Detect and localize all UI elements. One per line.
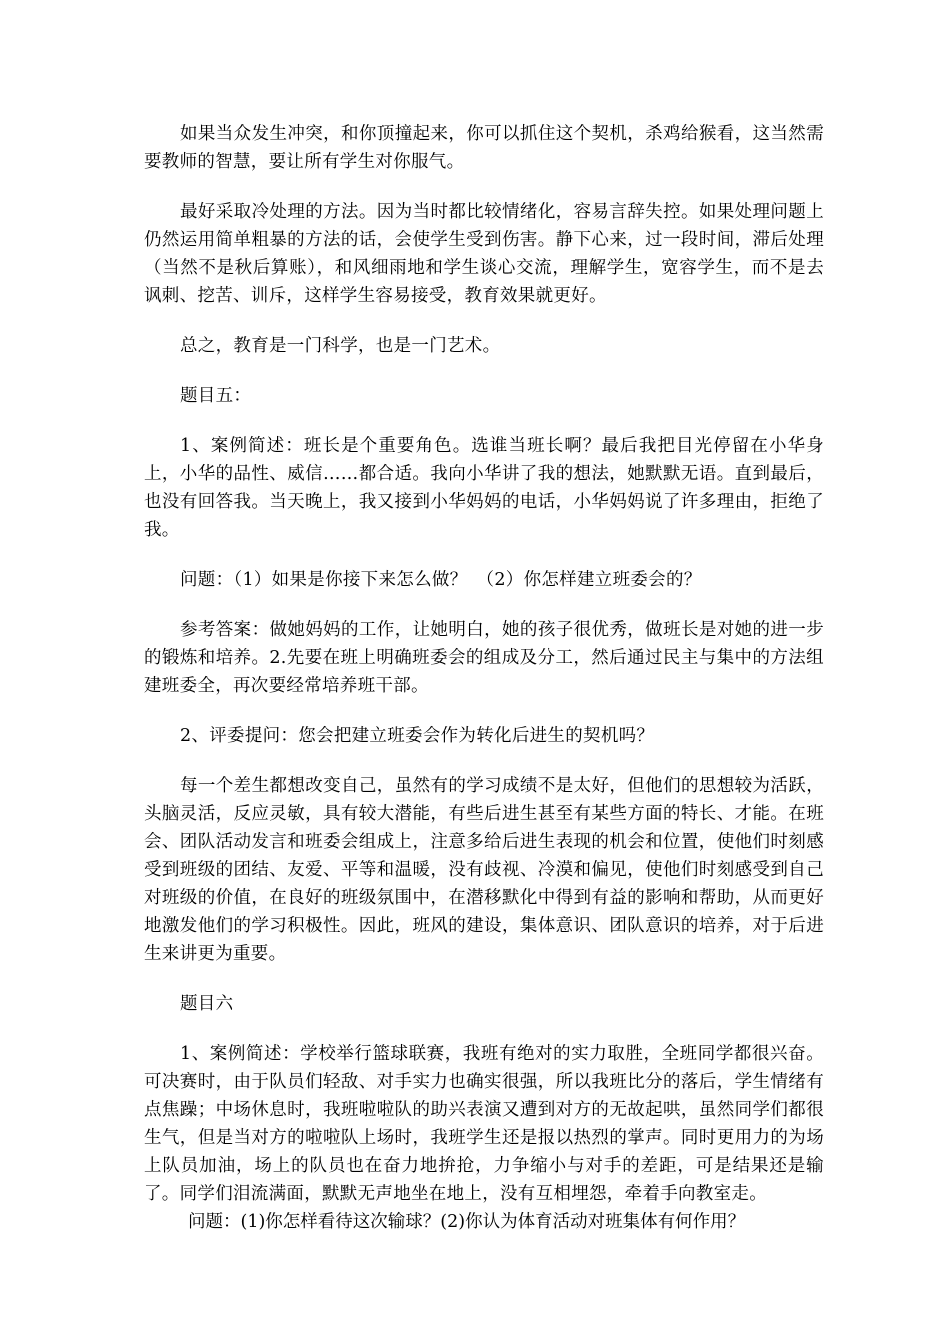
section-heading-topic-five: 题目五： <box>180 386 252 406</box>
document-page <box>144 120 824 1258</box>
paragraph-conclusion: 总之，教育是一门科学，也是一门艺术。 <box>180 336 501 356</box>
section-heading-topic-six: 题目六 <box>180 994 234 1014</box>
paragraph-underachiever-answer: 每一个差生都想改变自己，虽然有的学习成绩不是太好，但他们的思想较为活跃，头脑灵活，反应灵敏，具有较大潜能，有些后进生甚至有某些方面的特长、才能。在班会、团队活动发言和班委会组成上，注意多给后进生表现的机会和位置，使他们时刻感受到班级的团结、友爱、平等和温暖，没有歧视、冷漠和偏见，使他们时刻感受到自己对班级的价值，在良好的班级氛围中，在潜移默化中得到有益的影响和帮助，从而更好地激发他们的学习积极性。因此，班风的建设，集体意识、团队意识的培养，对于后进生来讲更为重要。 <box>144 776 824 964</box>
paragraph-reference-answer: 参考答案：做她妈妈的工作，让她明白，她的孩子很优秀，做班长是对她的进一步的锻炼和培养。2.先要在班上明确班委会的组成及分工，然后通过民主与集中的方法组建班委全，再次要经常培养班干部。 <box>144 620 824 696</box>
paragraph-questions-basketball: 问题：(1)你怎样看待这次输球？(2)你认为体育活动对班集体有何作用？ <box>188 1212 746 1232</box>
paragraph-conflict-handling: 如果当众发生冲突，和你顶撞起来，你可以抓住这个契机，杀鸡给猴看，这当然需要教师的智慧，要让所有学生对你服气。 <box>144 124 824 172</box>
paragraph-case-monitor: 1、案例简述：班长是个重要角色。选谁当班长啊？最后我把目光停留在小华身上，小华的品性、威信……都合适。我向小华讲了我的想法，她默默无语。直到最后，也没有回答我。当天晚上，我又接到小华妈妈的电话，小华妈妈说了许多理由，拒绝了我。 <box>144 436 824 540</box>
paragraph-cold-treatment: 最好采取冷处理的方法。因为当时都比较情绪化，容易言辞失控。如果处理问题上仍然运用简单粗暴的方法的话，会使学生受到伤害。静下心来，过一段时间，滞后处理（当然不是秋后算账），和风细雨地和学生谈心交流，理解学生，宽容学生，而不是去讽刺、挖苦、训斥，这样学生容易接受，教育效果就更好。 <box>144 202 824 306</box>
paragraph-questions-monitor: 问题：（1）如果是你接下来怎么做？ （2）你怎样建立班委会的？ <box>180 570 702 590</box>
paragraph-case-basketball: 1、案例简述：学校举行篮球联赛，我班有绝对的实力取胜，全班同学都很兴奋。可决赛时，由于队员们轻敌、对手实力也确实很强，所以我班比分的落后，学生情绪有点焦躁；中场休息时，我班啦啦队的助兴表演又遭到对方的无故起哄，虽然同学们都很生气，但是当对方的啦啦队上场时，我班学生还是报以热烈的掌声。同时更用力的为场上队员加油，场上的队员也在奋力地拚抢，力争缩小与对手的差距，可是结果还是输了。同学们泪流满面，默默无声地坐在地上，没有互相埋怨，牵着手向教室走。 <box>144 1044 824 1204</box>
paragraph-judge-question: 2、评委提问：您会把建立班委会作为转化后进生的契机吗？ <box>180 726 655 746</box>
